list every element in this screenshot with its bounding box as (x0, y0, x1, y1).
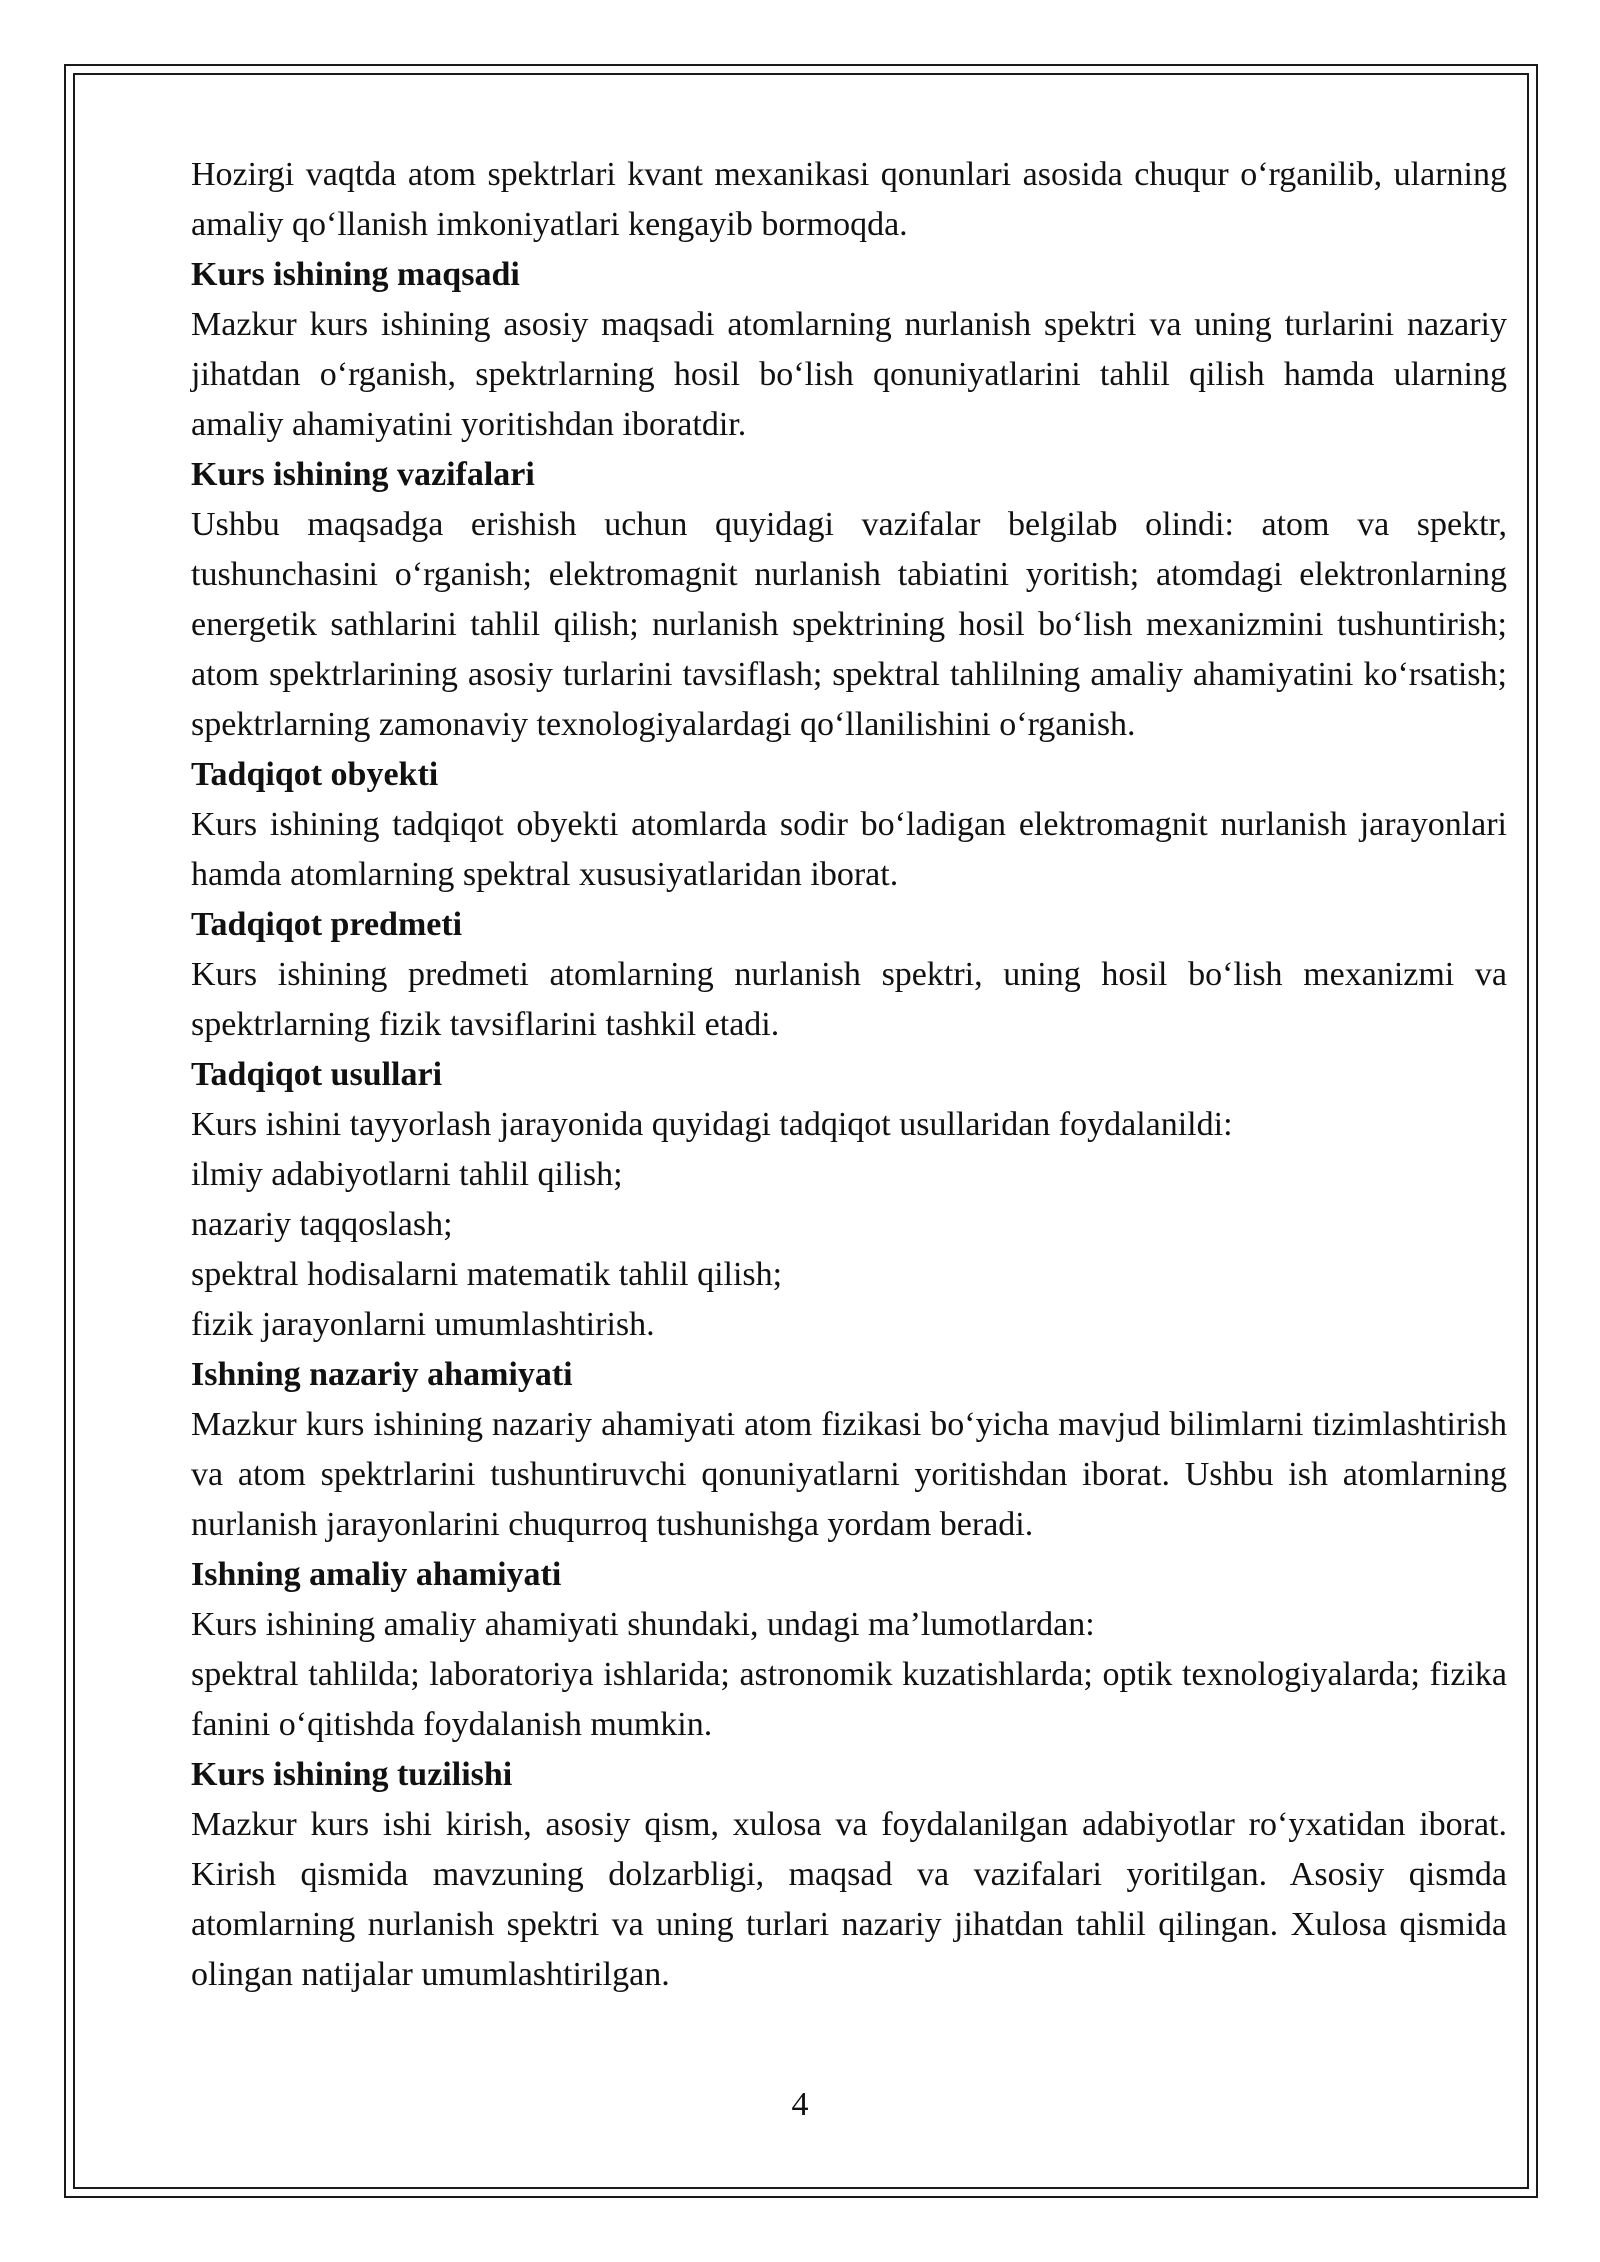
theoretical-paragraph: Mazkur kurs ishining nazariy ahamiyati atom fizikasi bo‘yicha mavjud bilimlarni tizimlashtirish va atom spektrlarini tushuntiruvchi qonuniyatlarni yoritishdan iborat. Ushbu ish atomlarning nurlanish jarayonlarini chuqurroq tushunishga yordam beradi. (191, 1406, 1507, 1543)
methods-item: spektral hodisalarni matematik tahlil qilish; (191, 1256, 783, 1293)
goal-heading: Kurs ishining maqsadi (191, 256, 520, 293)
subject-heading: Tadqiqot predmeti (191, 906, 463, 943)
tasks-paragraph: Ushbu maqsadga erishish uchun quyidagi vazifalar belgilab olindi: atom va spektr, tushunchasini o‘rganish; elektromagnit nurlanish tabiatini yoritish; atomdagi elektronlarning energetik sathlarini tahlil qilish; nurlanish spektrining hosil bo‘lish mexanizmini tushuntirish; atom spektrlarining asosiy turlarini tavsiflash; spektral tahlilning amaliy ahamiyatini ko‘rsatish; spektrlarning zamonaviy texnologiyalardagi qo‘llanilishini o‘rganish. (191, 506, 1507, 743)
theoretical-heading: Ishning nazariy ahamiyati (191, 1356, 573, 1393)
methods-intro: Kurs ishini tayyorlash jarayonida quyidagi tadqiqot usullaridan foydalanildi: (191, 1106, 1233, 1143)
methods-item: fizik jarayonlarni umumlashtirish. (191, 1306, 655, 1343)
methods-item: ilmiy adabiyotlarni tahlil qilish; (191, 1156, 623, 1193)
intro-paragraph: Hozirgi vaqtda atom spektrlari kvant mexanikasi qonunlari asosida chuqur o‘rganilib, ularning amaliy qo‘llanish imkoniyatlari kengayib bormoqda. (191, 156, 1507, 243)
practical-intro: Kurs ishining amaliy ahamiyati shundaki, undagi ma’lumotlardan: (191, 1606, 1095, 1643)
structure-heading: Kurs ishining tuzilishi (191, 1756, 513, 1793)
methods-heading: Tadqiqot usullari (191, 1056, 443, 1093)
subject-paragraph: Kurs ishining predmeti atomlarning nurlanish spektri, uning hosil bo‘lish mexanizmi va spektrlarning fizik tavsiflarini tashkil etadi. (191, 956, 1507, 1043)
tasks-heading: Kurs ishining vazifalari (191, 456, 535, 493)
goal-paragraph: Mazkur kurs ishining asosiy maqsadi atomlarning nurlanish spektri va uning turlarini nazariy jihatdan o‘rganish, spektrlarning hosil bo‘lish qonuniyatlarini tahlil qilish hamda ularning amaliy ahamiyatini yoritishdan iboratdir. (191, 306, 1507, 443)
practical-heading: Ishning amaliy ahamiyati (191, 1556, 562, 1593)
practical-paragraph: spektral tahlilda; laboratoriya ishlarida; astronomik kuzatishlarda; optik texnologiyalarda; fizika fanini o‘qitishda foydalanish mumkin. (191, 1656, 1507, 1743)
methods-item: nazariy taqqoslash; (191, 1206, 453, 1243)
page-number: 4 (791, 2086, 809, 2123)
page-body (191, 150, 1507, 2000)
object-paragraph: Kurs ishining tadqiqot obyekti atomlarda sodir bo‘ladigan elektromagnit nurlanish jarayonlari hamda atomlarning spektral xususiyatlaridan iborat. (191, 806, 1507, 893)
object-heading: Tadqiqot obyekti (191, 756, 439, 793)
structure-paragraph: Mazkur kurs ishi kirish, asosiy qism, xulosa va foydalanilgan adabiyotlar ro‘yxatidan iborat. Kirish qismida mavzuning dolzarbligi, maqsad va vazifalari yoritilgan. Asosiy qismda atomlarning nurlanish spektri va uning turlari nazariy jihatdan tahlil qilingan. Xulosa qismida olingan natijalar umumlashtirilgan. (191, 1806, 1507, 1993)
